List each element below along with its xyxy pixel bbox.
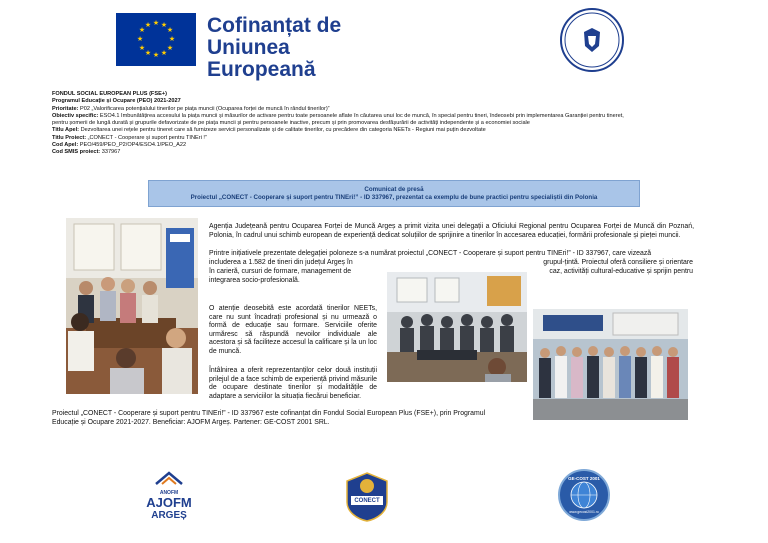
body-para-2c-left: în carieră, cursuri de formare, management de xyxy=(209,268,352,275)
project-title-value: „CONECT - Cooperare și suport pentru TINEri !” xyxy=(86,134,207,141)
gecost-logo xyxy=(558,469,610,521)
photo-outdoor-group xyxy=(533,309,688,420)
body-para-3: O atenție deosebită este acordată tinerilor NEETs, care nu sunt încadrați profesional și nu urmează o formă de educație sau formare. Serviciile oferite urmăresc să răspundă nevoilor individuale ale acestora și să faciliteze accesul la calificare și la un loc de muncă. xyxy=(209,305,377,355)
banner-subtitle: Proiectul „CONECT - Cooperare și suport pentru TINEri!” - ID 337967, prezentat ca exemplu de bune practici pentru specialiștii din Polonia xyxy=(190,194,598,201)
ajofm-label: AJOFM xyxy=(146,495,192,510)
body-para-2b-right: grupul-țintă. Proiectul oferă consiliere și orientare xyxy=(543,259,693,266)
body-para-1: Agenția Județeană pentru Ocuparea Forței de Muncă Argeș a primit vizita unei delegații a Oficiului Regional pentru Ocuparea Forței de Muncă din Poznań, Polonia, în cadrul unui schimb european de experiență dedicat soluțiilor de sprijinire a tinerilor în accesarea educației, formării profesionale și pieței muncii. xyxy=(209,223,694,239)
press-release-banner xyxy=(148,180,640,207)
body-para-2a: Printre inițiativele prezentate delegației poloneze s-a numărat proiectul „CONECT - Cooperare și suport pentru TINEri!” - ID 337967, care vizează xyxy=(209,250,652,257)
svg-text:★: ★ xyxy=(166,44,174,52)
romanian-government-seal-icon xyxy=(560,8,624,72)
fund-name: FONDUL SOCIAL EUROPEAN PLUS (FSE+) xyxy=(52,91,167,97)
call-code-value: PEO/459/PEO_P2/OP4/ESO4.1/PEO_A22 xyxy=(78,142,187,149)
objective-value-2: pentru șomerii de lungă durată și grupurile defavorizate de pe piața muncii și pentru persoanele inactive, precum și prin promovarea desfășurării de activități independente și a economiei sociale xyxy=(52,120,530,127)
footer-line-1: Proiectul „CONECT - Cooperare și suport pentru TINEri!” - ID 337967 este cofinanțat din Fondul Social European Plus (FSE+), prin Programul xyxy=(52,410,486,417)
body-para-4: Întâlnirea a oferit reprezentanților celor două instituții prilejul de a face schimb de experiență privind măsurile de ocupare destinate tinerilor și modalitățile de adaptare a serviciilor la situația fiecărui beneficiar. xyxy=(209,367,377,400)
svg-text:★: ★ xyxy=(144,21,152,29)
arges-label: ARGEȘ xyxy=(151,510,187,521)
svg-text:★: ★ xyxy=(136,35,144,43)
priority-label: Prioritate: xyxy=(52,105,79,112)
project-info-block xyxy=(52,91,732,157)
smis-label: Cod SMIS proiect: xyxy=(52,149,101,156)
svg-text:★: ★ xyxy=(152,19,160,27)
body-para-2d: integrarea socio-profesională. xyxy=(209,277,300,284)
call-value: Dezvoltarea unei rețele pentru tineret care să furnizeze servicii personalizate și de calitate tinerilor, cu precădere din categoria NEETs - Regiuni mai puțin dezvoltate xyxy=(79,127,486,134)
svg-text:★: ★ xyxy=(168,35,176,43)
call-code-label: Cod Apel: xyxy=(52,142,79,149)
ajofm-arges-logo xyxy=(136,470,202,524)
body-para-2b-left: includerea a 1.582 de tineri din județul Argeș în xyxy=(209,259,353,266)
project-title-label: Titlu Proiect: xyxy=(52,134,87,141)
program-name: Programul Educație și Ocupare (PEO) 2021-2027 xyxy=(52,98,181,105)
conect-label: CONECT xyxy=(354,498,380,504)
footer-cofinancing-text xyxy=(52,410,612,427)
svg-text:★: ★ xyxy=(160,21,168,29)
svg-text:★: ★ xyxy=(138,26,146,34)
eu-cofinanced-logo-text xyxy=(207,15,397,81)
call-label: Titlu Apel: xyxy=(52,127,80,134)
objective-value-1: ESO4.1 Îmbunătățirea accesului la piața muncii și măsurilor de activare pentru toate persoanele aflate în căutarea unui loc de muncă, în special pentru tineri, îndeosebi prin implementarea Garanției pentru tineret, xyxy=(98,112,624,119)
smis-value: 337967 xyxy=(100,149,121,156)
banner-title: Comunicat de presă xyxy=(364,186,424,193)
priority-value: P02 „Valorificarea potențialului tinerilor pe piața muncii (Ocuparea forței de muncă în rândul tinerilor)” xyxy=(78,105,330,112)
anofm-label: ANOFM xyxy=(159,490,179,496)
conect-logo xyxy=(346,472,388,522)
svg-text:★: ★ xyxy=(160,49,168,57)
body-para-2c-right: caz, activități cultural-educative și sprijin pentru xyxy=(549,268,693,275)
cofinantat-line2: Uniunea Europeană xyxy=(207,36,316,81)
svg-text:★: ★ xyxy=(138,44,146,52)
svg-text:★: ★ xyxy=(144,49,152,57)
footer-line-2: Educație și Ocupare 2021-2027. Beneficiar: AJOFM Argeș. Partener: GE-COST 2001 SRL. xyxy=(52,418,330,426)
svg-text:★: ★ xyxy=(166,26,174,34)
svg-text:★: ★ xyxy=(152,51,160,59)
eu-flag-icon xyxy=(116,13,196,66)
objective-label: Obiectiv specific: xyxy=(52,112,99,119)
photo-office-group xyxy=(387,272,527,382)
gecost-url: www.gecost2001.ro xyxy=(569,510,599,514)
photo-meeting-room xyxy=(66,218,198,394)
anofm-roof-icon xyxy=(136,470,202,486)
gecost-label: GE-COST 2001 xyxy=(568,476,600,481)
cofinantat-line1: Cofinanțat de xyxy=(207,14,342,37)
